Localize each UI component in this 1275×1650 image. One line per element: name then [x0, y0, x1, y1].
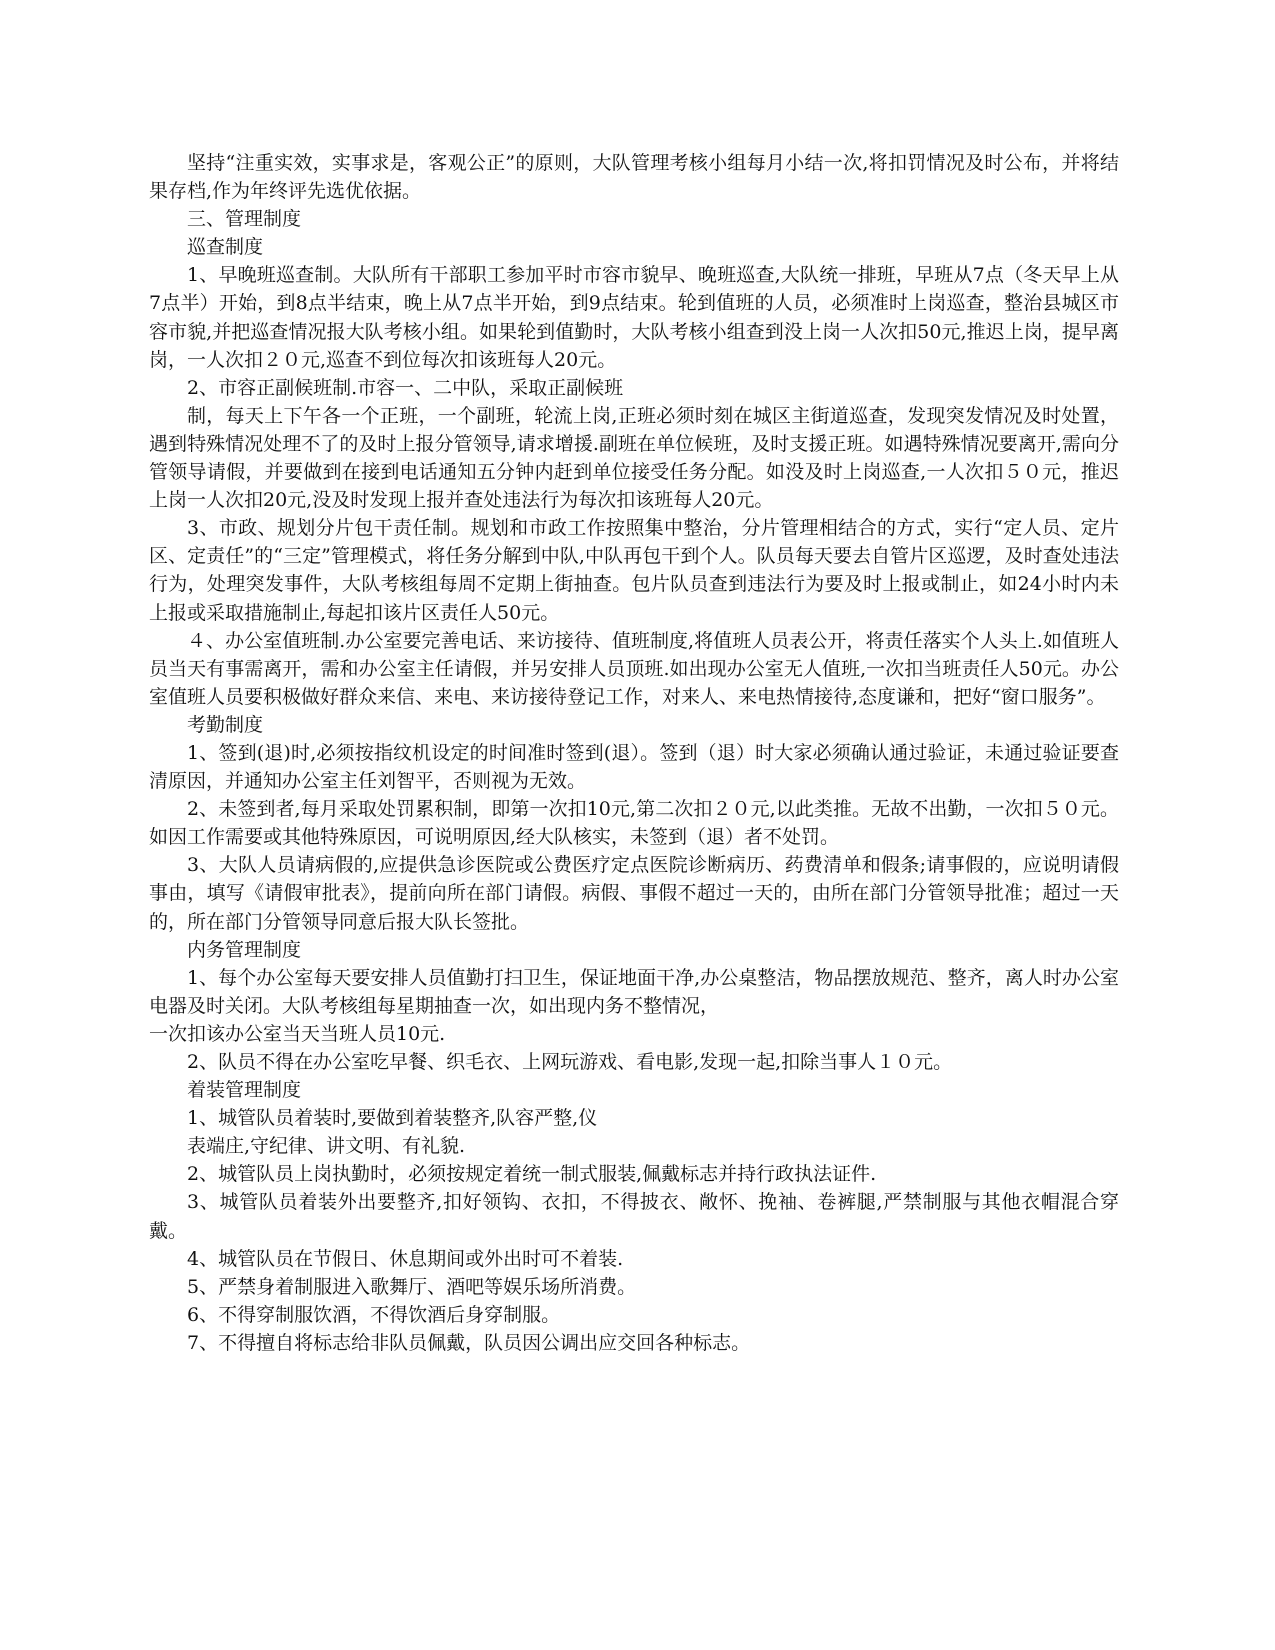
paragraph-uniform-1: 1、城管队员着装时,要做到着装整齐,队容严整,仪 [187, 1107, 598, 1130]
paragraph-uniform-1-cont: 表端庄,守纪律、讲文明、有礼貌. [187, 1135, 466, 1158]
paragraph-attendance-3: 3、大队人员请病假的,应提供急诊医院或公费医疗定点医院诊断病历、药费清单和假条;请事假的，应说明请假事由，填写《请假审批表》，提前向所在部门请假。病假、事假不超过一天的，由所在部门分管领导批准；超过一天的，所在部门分管领导同意后报大队长签批。 [149, 854, 1119, 933]
paragraph-uniform-2: 2、城管队员上岗执勤时，必须按规定着统一制式服装,佩戴标志并持行政执法证件. [187, 1163, 877, 1186]
paragraph-principle: 坚持“注重实效，实事求是，客观公正”的原则，大队管理考核小组每月小结一次,将扣罚情况及时公布，并将结果存档,作为年终评先选优依据。 [149, 152, 1119, 203]
subheading-uniform: 着装管理制度 [187, 1079, 302, 1102]
paragraph-patrol-2-cont: 制，每天上下午各一个正班，一个副班，轮流上岗,正班必须时刻在城区主街道巡查，发现突发情况及时处置，遇到特殊情况处理不了的及时上报分管领导,请求增援.副班在单位候班，及时支援正班。如遇特殊情况要离开,需向分管领导请假，并要做到在接到电话通知五分钟内赶到单位接受任务分配。如没及时上岗巡查,一人次扣５０元，推迟上岗一人次扣20元,没及时发现上报并查处违法行为每次扣该班每人20元。 [149, 404, 1119, 512]
paragraph-uniform-6: 6、不得穿制服饮酒，不得饮酒后身穿制服。 [187, 1303, 561, 1326]
subheading-patrol: 巡查制度 [187, 236, 264, 259]
paragraph-patrol-4: ４、办公室值班制.办公室要完善电话、来访接待、值班制度,将值班人员表公开，将责任落实个人头上.如值班人员当天有事需离开，需和办公室主任请假，并另安排人员顶班.如出现办公室无人值班,一次扣当班责任人50元。办公室值班人员要积极做好群众来信、来电、来访接待登记工作，对来人、来电热情接待,态度谦和，把好“窗口服务”。 [149, 629, 1119, 708]
paragraph-internal-1-cont: 一次扣该办公室当天当班人员10元. [149, 1022, 446, 1045]
paragraph-patrol-1: 1、早晚班巡查制。大队所有干部职工参加平时市容市貌早、晚班巡查,大队统一排班，早班从7点（冬天早上从7点半）开始，到8点半结束，晚上从7点半开始，到9点结束。轮到值班的人员，必须准时上岗巡查，整治县城区市容市貌,并把巡查情况报大队考核小组。如果轮到值勤时，大队考核小组查到没上岗一人次扣50元,推迟上岗，提早离岗，一人次扣２０元,巡查不到位每次扣该班每人20元。 [149, 264, 1119, 371]
paragraph-internal-2: 2、队员不得在办公室吃早餐、织毛衣、上网玩游戏、看电影,发现一起,扣除当事人１０元。 [187, 1051, 953, 1073]
paragraph-attendance-1: 1、签到(退)时,必须按指纹机设定的时间准时签到(退）。签到（退）时大家必须确认通过验证，未通过验证要查清原因，并通知办公室主任刘智平，否则视为无效。 [149, 741, 1119, 793]
paragraph-uniform-3: 3、城管队员着装外出要整齐,扣好领钩、衣扣，不得披衣、敞怀、挽袖、卷裤腿,严禁制服与其他衣帽混合穿戴。 [149, 1191, 1119, 1242]
document-body [149, 149, 1119, 1357]
paragraph-uniform-4: 4、城管队员在节假日、休息期间或外出时可不着装. [187, 1247, 624, 1270]
paragraph-internal-1: 1、每个办公室每天要安排人员值勤打扫卫生，保证地面干净,办公桌整洁，物品摆放规范、整齐，离人时办公室电器及时关闭。大队考核组每星期抽查一次，如出现内务不整情况， [149, 966, 1119, 1017]
subheading-attendance: 考勤制度 [187, 713, 264, 736]
paragraph-uniform-5: 5、严禁身着制服进入歌舞厅、酒吧等娱乐场所消费。 [187, 1275, 637, 1298]
subheading-internal-affairs: 内务管理制度 [187, 938, 302, 961]
paragraph-patrol-2: 2、市容正副候班制.市容一、二中队，采取正副候班 [187, 376, 624, 399]
paragraph-attendance-2: 2、未签到者,每月采取处罚累积制，即第一次扣10元,第二次扣２０元,以此类推。无故不出勤，一次扣５０元。如因工作需要或其他特殊原因，可说明原因,经大队核实，未签到（退）者不处罚。 [149, 798, 1119, 849]
paragraph-patrol-3: 3、市政、规划分片包干责任制。规划和市政工作按照集中整治，分片管理相结合的方式，实行“定人员、定片区、定责任”的“三定”管理模式，将任务分解到中队,中队再包干到个人。队员每天要去自管片区巡逻，及时查处违法行为，处理突发事件，大队考核组每周不定期上街抽查。包片队员查到违法行为要及时上报或制止，如24小时内未上报或采取措施制止,每起扣该片区责任人50元。 [149, 517, 1119, 624]
paragraph-uniform-7: 7、不得擅自将标志给非队员佩戴，队员因公调出应交回各种标志。 [187, 1331, 751, 1354]
section-heading-management: 三、管理制度 [187, 208, 302, 231]
